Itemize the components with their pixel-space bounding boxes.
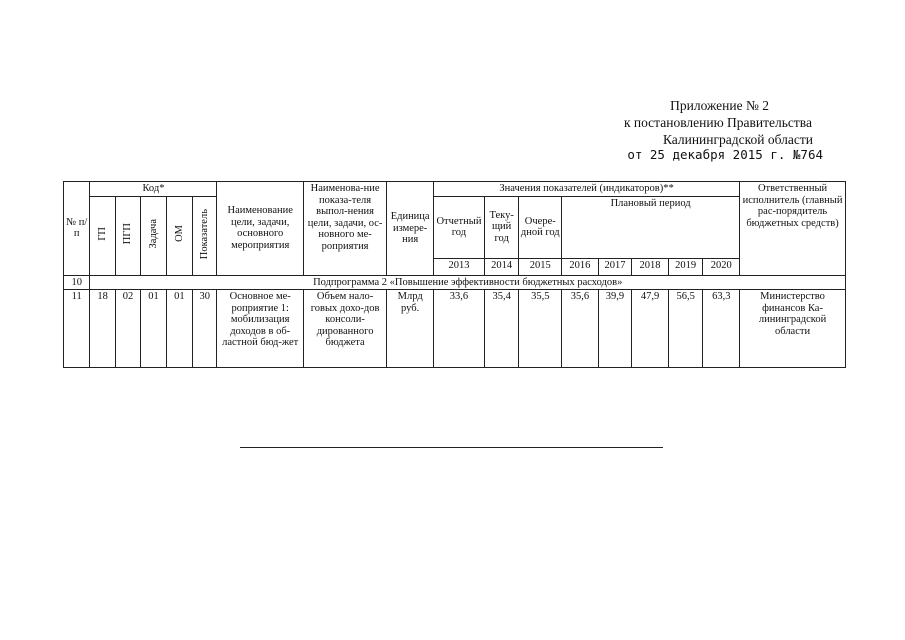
indicator-value: 33,6 <box>434 290 485 368</box>
row-number: 10 <box>64 275 90 290</box>
indicator-value: 39,9 <box>598 290 632 368</box>
year-cell: 2013 <box>434 258 485 275</box>
report-year-header: Отчетный год <box>434 196 485 258</box>
indicator-value: 47,9 <box>632 290 669 368</box>
code-value: 02 <box>115 290 140 368</box>
code-gp-label: ГП <box>96 226 108 241</box>
goal-name-header: Наименование цели, задачи, основного мероприятия <box>217 182 303 276</box>
executor-value: Министерство финансов Ка-лининградской области <box>740 290 846 368</box>
indicator-value: 56,5 <box>668 290 703 368</box>
indicator-value: 63,3 <box>703 290 740 368</box>
code-task-label: Задача <box>147 219 159 249</box>
code-header: Код* <box>90 182 217 197</box>
year-cell: 2014 <box>484 258 519 275</box>
code-pgp-label: ПГП <box>122 223 134 245</box>
planned-period-header: Плановый период <box>562 196 740 258</box>
code-om <box>166 196 192 275</box>
year-cell: 2020 <box>703 258 740 275</box>
indicators-table <box>63 181 846 368</box>
code-pgp <box>115 196 140 275</box>
indicator-name: Объем нало-говых дохо-дов консоли-дированного бюджета <box>303 290 386 368</box>
code-value: 30 <box>193 290 217 368</box>
code-value: 01 <box>166 290 192 368</box>
subprogram-title: Подпрограмма 2 «Повышение эффективности бюджетных расходов» <box>90 275 846 290</box>
code-value: 01 <box>141 290 166 368</box>
unit-header: Единица измере-ния <box>387 182 434 276</box>
next-year-header: Очере-дной год <box>519 196 562 258</box>
indicator-value: 35,5 <box>519 290 562 368</box>
indicator-name-header: Наименова-ние показа-теля выпол-нения цели, задачи, ос-новного ме-роприятия <box>303 182 386 276</box>
appendix-region: Калининградской области <box>662 132 813 147</box>
current-year-header: Теку-щий год <box>484 196 519 258</box>
code-gp <box>90 196 115 275</box>
col-number-header: № п/п <box>64 182 90 276</box>
appendix-title: Приложение № 2 <box>670 98 769 113</box>
executor-header: Ответственный исполнитель (главный рас-порядитель бюджетных средств) <box>740 182 846 276</box>
appendix-resolution: к постановлению Правительства <box>623 115 812 130</box>
appendix-date: от 25 декабря 2015 г. №764 <box>627 147 823 162</box>
year-cell: 2019 <box>668 258 703 275</box>
indicator-value: 35,4 <box>484 290 519 368</box>
row-number: 11 <box>64 290 90 368</box>
code-task <box>141 196 166 275</box>
code-value: 18 <box>90 290 115 368</box>
unit-value: Млрд руб. <box>387 290 434 368</box>
measure-name: Основное ме-роприятие 1: мобилизация доходов в об-ластной бюд-жет <box>217 290 303 368</box>
year-cell: 2018 <box>632 258 669 275</box>
end-divider-line <box>240 447 663 448</box>
code-indicator-label: Показатель <box>199 208 211 259</box>
year-cell: 2015 <box>519 258 562 275</box>
year-cell: 2017 <box>598 258 632 275</box>
year-cell: 2016 <box>562 258 599 275</box>
values-header: Значения показателей (индикаторов)** <box>434 182 740 197</box>
code-indicator <box>193 196 217 275</box>
code-om-label: ОМ <box>173 225 185 243</box>
indicator-value: 35,6 <box>562 290 599 368</box>
